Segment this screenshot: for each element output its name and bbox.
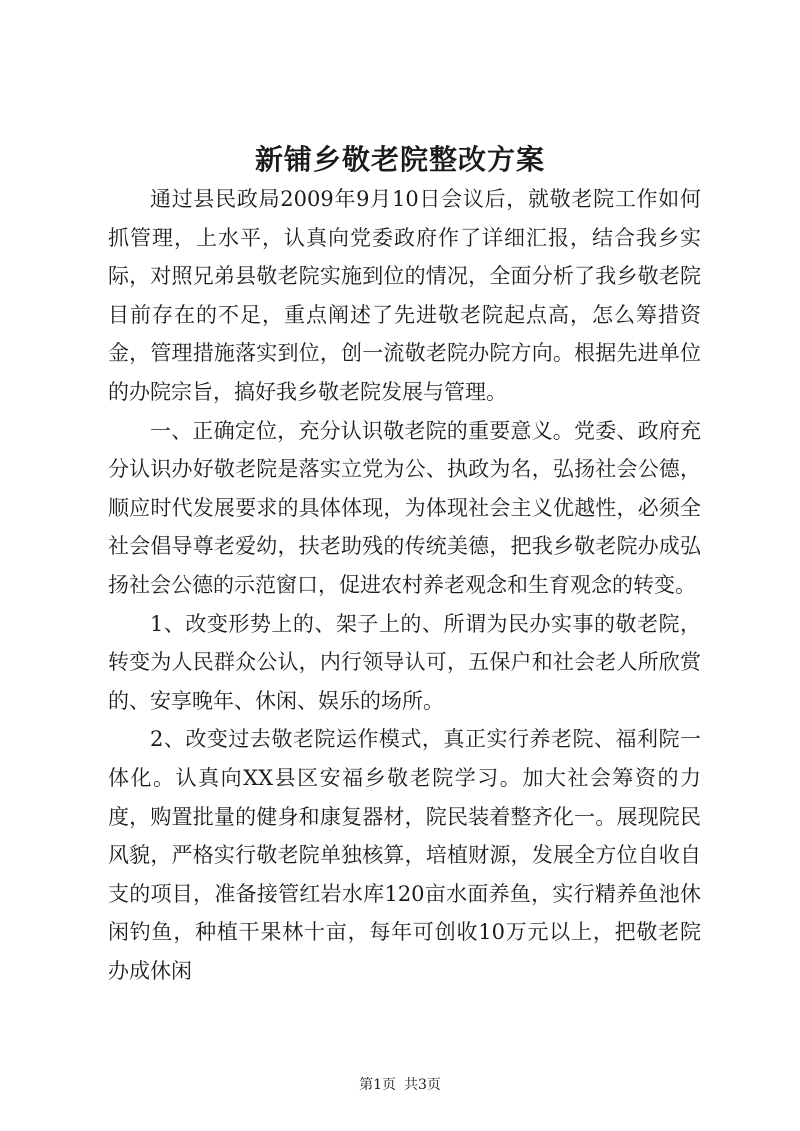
paragraph-item-two: 2、改变过去敬老院运作模式，真正实行养老院、福利院一体化。认真向XX县区安福乡敬老院学习。加大社会筹资的力度，购置批量的健身和康复器材，院民装着整齐化一。展现院民风貌，严格实行敬老院单独核算，培植财源，发展全方位自收自支的项目，准备接管红岩水库120亩水面养鱼，实行精养鱼池休闲钓鱼，种植干果林十亩，每年可创收10万元以上，把敬老院办成休闲	[108, 727, 701, 983]
paragraph-intro: 通过县民政局2009年9月10日会议后，就敬老院工作如何抓管理，上水平，认真向党委政府作了详细汇报，结合我乡实际，对照兄弟县敬老院实施到位的情况，全面分析了我乡敬老院目前存在的不足，重点阐述了先进敬老院起点高，怎么筹措资金，管理措施落实到位，创一流敬老院办院方向。根据先进单位的办院宗旨，搞好我乡敬老院发展与管理。	[108, 187, 701, 404]
page-number: 第1页	[359, 1077, 396, 1093]
paragraph-item-one: 1、改变形势上的、架子上的、所谓为民办实事的敬老院，转变为人民群众公认，内行领导认可，五保户和社会老人所欣赏的、安享晚年、休闲、娱乐的场所。	[108, 611, 701, 713]
page-total: 共3页	[404, 1077, 441, 1093]
document-body	[108, 180, 701, 990]
page-footer	[0, 1075, 800, 1095]
paragraph-section-one: 一、正确定位，充分认识敬老院的重要意义。党委、政府充分认识办好敬老院是落实立党为公、执政为名，弘扬社会公德，顺应时代发展要求的具体体现，为体现社会主义优越性，必须全社会倡导尊老爱幼，扶老助残的传统美德，把我乡敬老院办成弘扬社会公德的示范窗口，促进农村养老观念和生育观念的转变。	[108, 418, 701, 597]
document-title: 新铺乡敬老院整改方案	[254, 143, 545, 176]
